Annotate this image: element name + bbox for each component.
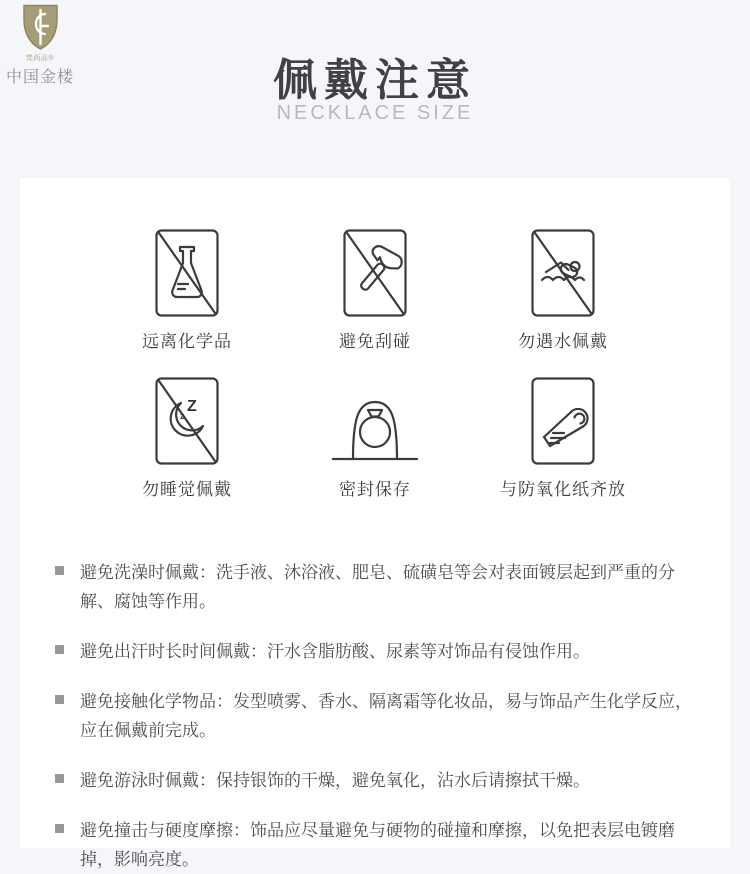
care-item-sleep [93, 376, 281, 500]
precaution-text: 避免出汗时长时间佩戴：汗水含脂肪酸、尿素等对饰品有侵蚀作用。 [80, 642, 590, 661]
precaution-item [55, 558, 700, 616]
page-title: 佩戴注意 [273, 56, 477, 105]
care-icon-label: 远离化学品 [142, 332, 232, 351]
precaution-item [55, 637, 700, 666]
precautions-list [55, 558, 700, 874]
no-swimming-icon [530, 228, 596, 318]
no-sleeping-icon [154, 376, 220, 466]
bullet-square-icon [55, 824, 64, 833]
no-chemicals-icon [154, 228, 220, 318]
care-icon-label: 勿遇水佩戴 [518, 332, 608, 351]
bullet-square-icon [55, 774, 64, 783]
care-item-paper [469, 376, 657, 500]
brand-name: 中国金楼 [5, 69, 74, 86]
care-icon-label: 密封保存 [339, 480, 411, 499]
anti-oxidation-paper-icon [530, 376, 596, 466]
care-item-sealed [281, 376, 469, 500]
precaution-item [55, 687, 700, 745]
precaution-text: 避免游泳时佩戴：保持银饰的干燥，避免氧化，沾水后请擦拭干燥。 [80, 771, 590, 790]
care-item-scratch [281, 228, 469, 352]
content-panel [20, 178, 730, 869]
precaution-text: 避免接触化学物品：发型喷雾、香水、隔离霜等化妆品，易与饰品产生化学反应，应在佩戴前完成。 [80, 692, 692, 740]
bullet-square-icon [55, 566, 64, 575]
care-icon-label: 与防氧化纸齐放 [500, 480, 626, 499]
care-icons-grid [93, 228, 657, 524]
page-subtitle: NECKLACE SIZE [276, 102, 474, 124]
svg-text:Z: Z [187, 398, 197, 415]
care-icon-label: 勿睡觉佩戴 [142, 480, 232, 499]
sealed-storage-icon [330, 376, 420, 466]
bullet-square-icon [55, 695, 64, 704]
bullet-square-icon [55, 645, 64, 654]
precaution-item [55, 766, 700, 795]
brand-tagline: 梵尚品® [25, 55, 55, 62]
precaution-text: 避免洗澡时佩戴：洗手液、沐浴液、肥皂、硫磺皂等会对表面镀层起到严重的分解、腐蚀等作用。 [80, 563, 675, 611]
precaution-text: 避免撞击与硬度摩擦：饰品应尽量避免与硬物的碰撞和摩擦，以免把表层电镀磨掉，影响亮度。 [80, 821, 675, 869]
no-hammer-scratch-icon [342, 228, 408, 318]
care-icon-label: 避免刮碰 [339, 332, 411, 351]
care-item-water [469, 228, 657, 352]
care-item-chemicals [93, 228, 281, 352]
precaution-item [55, 816, 700, 874]
svg-text:z: z [180, 411, 185, 421]
